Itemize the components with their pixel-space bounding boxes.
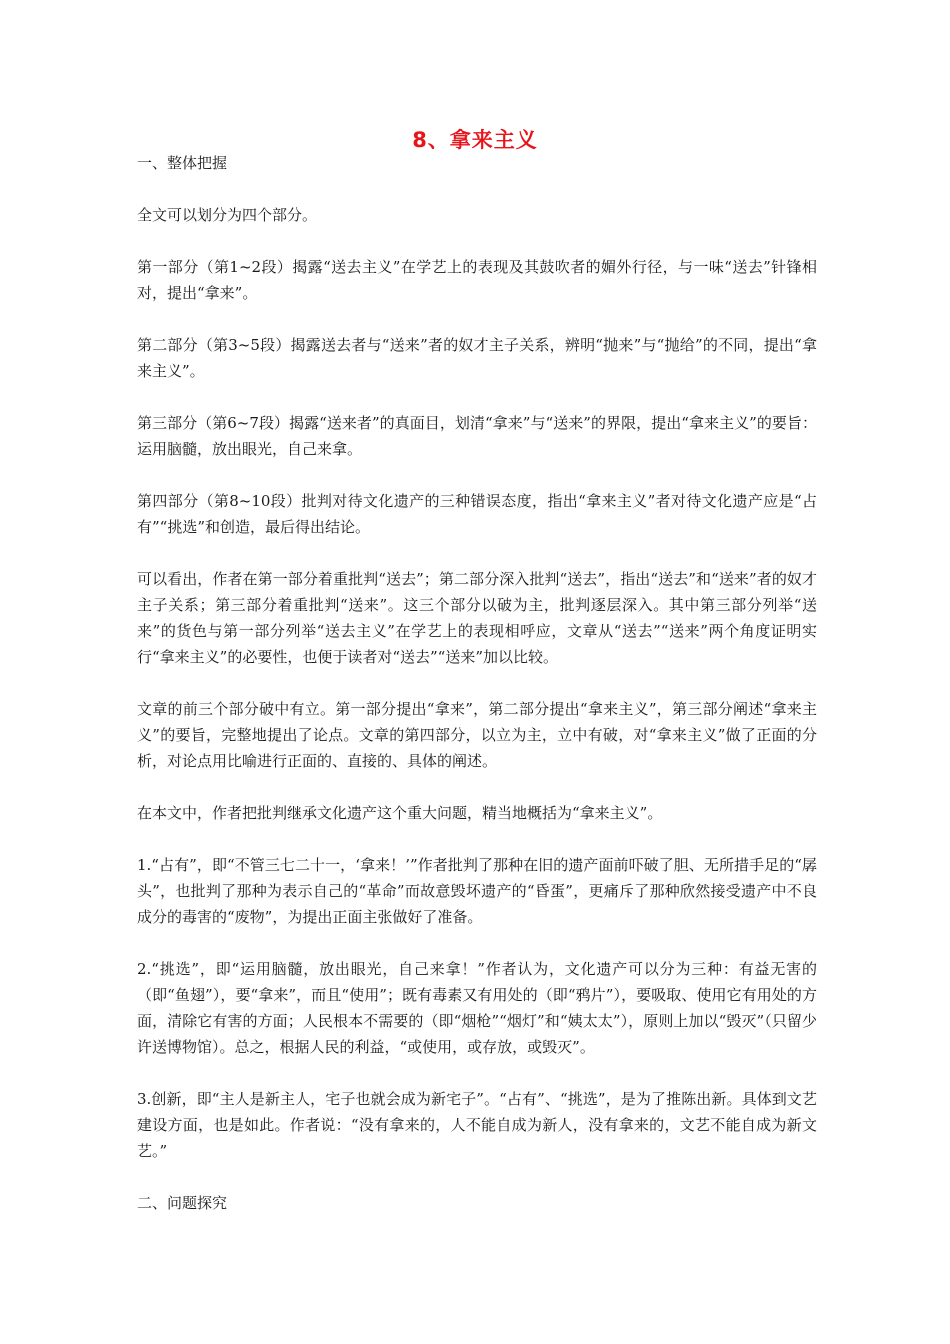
section-heading-overall: 一、整体把握 (137, 154, 228, 172)
document-title: 8、拿来主义 (412, 128, 538, 152)
paragraph-analysis-critique: 可以看出，作者在第一部分着重批判“送去”；第二部分深入批判“送去”，指出“送去”和“送来”者的奴才主子关系；第三部分着重批判“送来”。这三个部分以破为主，批判逐层深入。其中第三部分列举“送来”的货色与第一部分列举“送去主义”在学艺上的表现相呼应，文章从“送去”“送来”两个角度证明实行“拿来主义”的必要性，也便于读者对“送去”“送来”加以比较。 (137, 570, 817, 666)
paragraph-part-three: 第三部分（第6~7段）揭露“送来者”的真面目，划清“拿来”与“送来”的界限，提出“拿来主义”的要旨：运用脑髓，放出眼光，自己来拿。 (137, 414, 817, 458)
paragraph-point-possess: 1.“占有”，即“不管三七二十一，‘拿来！’”作者批判了那种在旧的遗产面前吓破了胆、无所措手足的“孱头”，也批判了那种为表示自己的“革命”而故意毁坏遗产的“昏蛋”，更痛斥了那种欣然接受遗产中不良成分的毒害的“废物”，为提出正面主张做好了准备。 (137, 856, 817, 926)
section-heading-inquiry: 二、问题探究 (137, 1194, 228, 1212)
paragraph-part-one: 第一部分（第1~2段）揭露“送去主义”在学艺上的表现及其鼓吹者的媚外行径，与一味“送去”针锋相对，提出“拿来”。 (137, 258, 817, 302)
paragraph-point-select: 2.“挑选”，即“运用脑髓，放出眼光，自己来拿！”作者认为，文化遗产可以分为三种：有益无害的（即“鱼翅”），要“拿来”，而且“使用”；既有毒素又有用处的（即“鸦片”），要吸取、使用它有用处的方面，清除它有害的方面；人民根本不需要的（即“烟枪”“烟灯”和“姨太太”），原则上加以“毁灭”（只留少许送博物馆）。总之，根据人民的利益，“或使用，或存放，或毁灭”。 (137, 960, 817, 1056)
paragraph-part-four: 第四部分（第8~10段）批判对待文化遗产的三种错误态度，指出“拿来主义”者对待文化遗产应是“占有”“挑选”和创造，最后得出结论。 (137, 492, 817, 536)
paragraph-structure-intro: 全文可以划分为四个部分。 (137, 206, 318, 224)
paragraph-summary: 在本文中，作者把批判继承文化遗产这个重大问题，精当地概括为“拿来主义”。 (137, 804, 663, 822)
document-body (137, 150, 817, 1242)
paragraph-analysis-thesis: 文章的前三个部分破中有立。第一部分提出“拿来”，第二部分提出“拿来主义”，第三部分阐述“拿来主义”的要旨，完整地提出了论点。文章的第四部分，以立为主，立中有破，对“拿来主义”做了正面的分析，对论点用比喻进行正面的、直接的、具体的阐述。 (137, 700, 817, 770)
paragraph-point-innovate: 3.创新，即“主人是新主人，宅子也就会成为新宅子”。“占有”、“挑选”，是为了推陈出新。具体到文艺建设方面，也是如此。作者说：“没有拿来的，人不能自成为新人，没有拿来的，文艺不能自成为新文艺。” (137, 1090, 817, 1160)
paragraph-part-two: 第二部分（第3~5段）揭露送去者与“送来”者的奴才主子关系，辨明“抛来”与“抛给”的不同，提出“拿来主义”。 (137, 336, 817, 380)
